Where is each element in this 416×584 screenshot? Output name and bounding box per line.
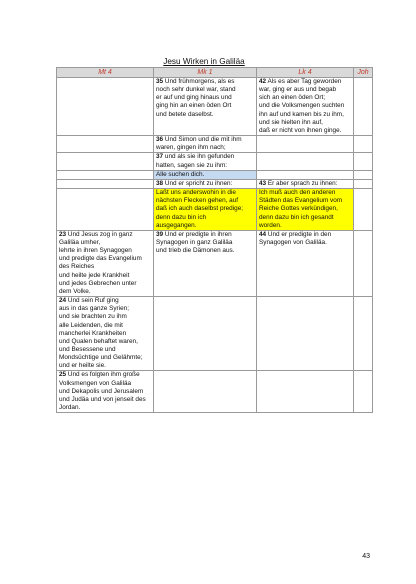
cell-mt: 25 Und es folgten ihm große Volksmengen von Galiläa und Dekapolis und Jerusalem und Judäa und von jenseit des Jordan. bbox=[57, 371, 154, 413]
verse-number: 36 bbox=[156, 136, 164, 144]
cell-mt bbox=[57, 136, 154, 153]
verse-number: 42 bbox=[259, 78, 267, 85]
cell-mk bbox=[154, 297, 257, 371]
page-number: 43 bbox=[362, 553, 370, 560]
header-mt: Mt 4 bbox=[57, 68, 154, 78]
cell-mk bbox=[154, 371, 257, 413]
table-row bbox=[57, 179, 373, 188]
cell-mt bbox=[57, 179, 154, 188]
header-lk: Lk 4 bbox=[257, 68, 354, 78]
cell-lk: 43 Er aber sprach zu ihnen: bbox=[257, 179, 354, 188]
verse-number: 44 bbox=[259, 230, 267, 238]
cell-lk: 42 Als es aber Tag geworden war, ging er aus und begab sich an einen öden Ort; und die Volksmengen suchten ihn auf und kamen bis zu ihm, und sie hielten ihn auf, daß er nicht von ihnen ginge. bbox=[257, 78, 354, 136]
verse-number: 23 bbox=[59, 230, 67, 238]
cell-mk-highlight: Alle suchen dich. bbox=[154, 170, 257, 179]
cell-mt: 23 Und Jesus zog in ganz Galiläa umher, lehrte in ihren Synagogen und predigte das Evangelium des Reiches und heilte jede Krankheit und jedes Gebrechen unter dem Volke. bbox=[57, 230, 154, 296]
cell-mt: 24 Und sein Ruf ging aus in das ganze Syrien; und sie brachten zu ihm alle Leidenden, die mit mancherlei Krankheiten und Qualen behaftet waren, und Besessene und Mondsüchtige und Gelähmte; und er heilte sie. bbox=[57, 297, 154, 371]
cell-joh bbox=[354, 297, 373, 371]
verse-number: 38 bbox=[156, 179, 164, 187]
header-mk: Mk 1 bbox=[154, 68, 257, 78]
page-title bbox=[56, 56, 352, 67]
cell-joh bbox=[354, 153, 373, 170]
verse-number: 25 bbox=[59, 371, 67, 379]
table-row bbox=[57, 170, 373, 179]
cell-mk: 36 Und Simon und die mit ihm waren, gingen ihm nach; bbox=[154, 136, 257, 153]
cell-lk bbox=[257, 170, 354, 179]
cell-joh bbox=[354, 136, 373, 153]
synopsis-table bbox=[56, 67, 373, 413]
cell-joh bbox=[354, 230, 373, 296]
cell-lk bbox=[257, 136, 354, 153]
cell-mk: 38 Und er spricht zu ihnen: bbox=[154, 179, 257, 188]
header-row bbox=[57, 68, 373, 78]
cell-lk bbox=[257, 371, 354, 413]
cell-mt bbox=[57, 78, 154, 136]
cell-joh bbox=[354, 371, 373, 413]
table-row bbox=[57, 371, 373, 413]
table-row bbox=[57, 78, 373, 136]
cell-mk: 37 und als sie ihn gefunden hatten, sagen sie zu ihm: bbox=[154, 153, 257, 170]
table-row bbox=[57, 230, 373, 296]
header-joh: Joh bbox=[354, 68, 373, 78]
verse-number: 39 bbox=[156, 230, 164, 238]
cell-mk: 39 Und er predigte in ihren Synagogen in ganz Galiläa und trieb die Dämonen aus. bbox=[154, 230, 257, 296]
cell-lk bbox=[257, 297, 354, 371]
cell-lk-highlight: Ich muß auch den anderen Städten das Evangelium vom Reiche Gottes verkündigen, denn dazu bin ich gesandt worden. bbox=[257, 189, 354, 231]
verse-number: 37 bbox=[156, 153, 164, 161]
cell-mt bbox=[57, 170, 154, 179]
cell-joh bbox=[354, 189, 373, 231]
cell-joh bbox=[354, 78, 373, 136]
verse-number: 24 bbox=[59, 297, 67, 305]
cell-mk: 35 Und frühmorgens, als es noch sehr dunkel war, stand er auf und ging hinaus und ging hin an einen öden Ort und betete daselbst. bbox=[154, 78, 257, 136]
table-row bbox=[57, 136, 373, 153]
table-row bbox=[57, 297, 373, 371]
cell-lk bbox=[257, 153, 354, 170]
cell-mk-highlight: Laßt uns anderswohin in die nächsten Flecken gehen, auf daß ich auch daselbst predige; denn dazu bin ich ausgegangen. bbox=[154, 189, 257, 231]
verse-number: 43 bbox=[259, 179, 267, 187]
cell-mt bbox=[57, 153, 154, 170]
cell-mt bbox=[57, 189, 154, 231]
cell-lk: 44 Und er predigte in den Synagogen von Galiläa. bbox=[257, 230, 354, 296]
verse-number: 35 bbox=[156, 78, 164, 85]
title-text: Jesu Wirken in Galiläa bbox=[163, 57, 245, 66]
cell-joh bbox=[354, 170, 373, 179]
table-row bbox=[57, 189, 373, 231]
table-row bbox=[57, 153, 373, 170]
cell-joh bbox=[354, 179, 373, 188]
